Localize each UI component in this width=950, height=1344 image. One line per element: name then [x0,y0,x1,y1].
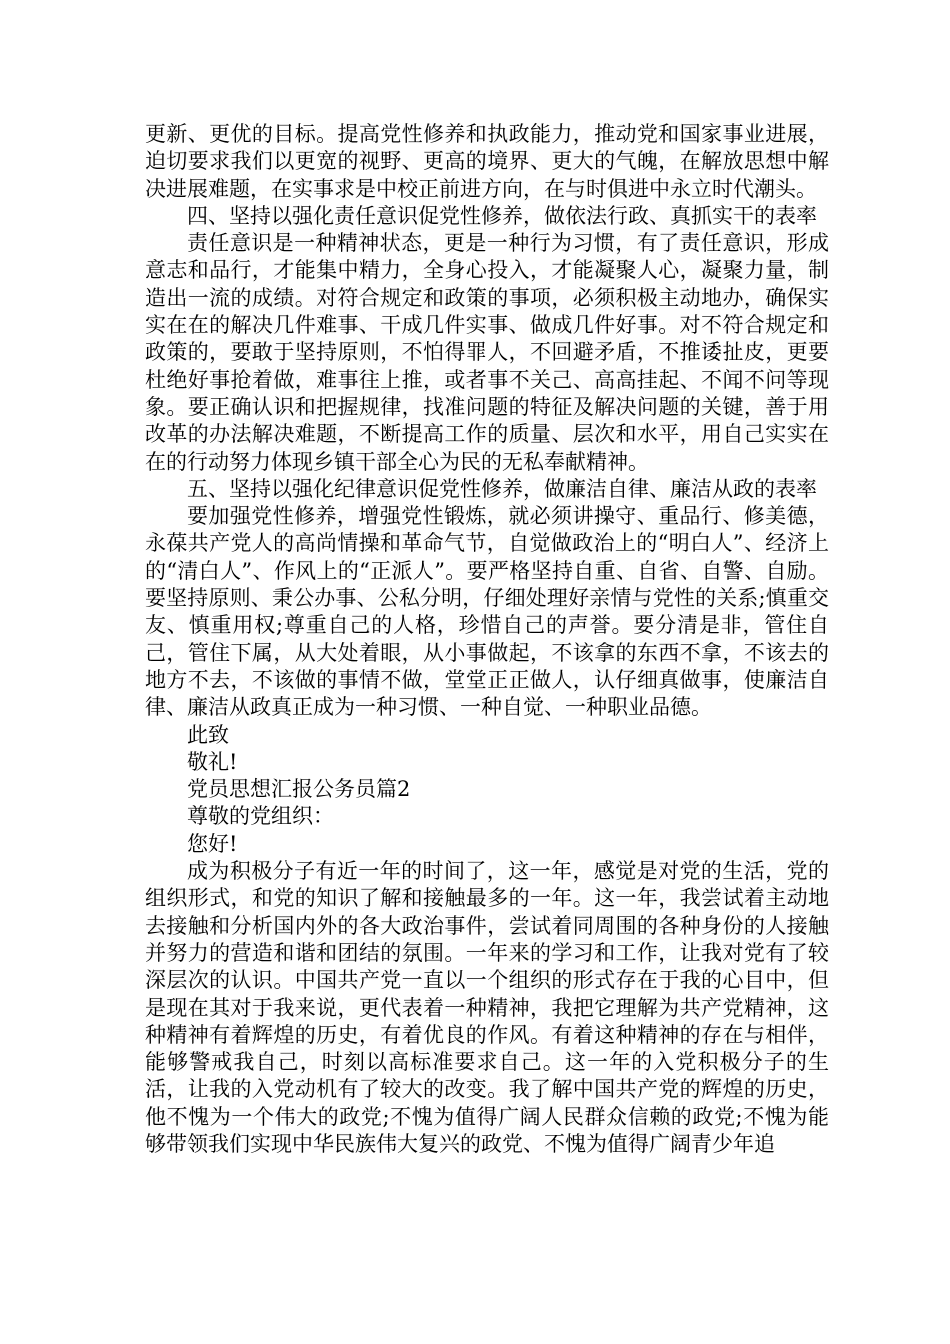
section-heading-four: 四、坚持以强化责任意识促党性修养，做依法行政、真抓实干的表率 [187,203,817,228]
greeting-recipient: 尊敬的党组织： [187,804,334,829]
paragraph-discipline: 要加强党性修养，增强党性锻炼，就必须讲操守、重品行、修美德，永葆共产党人的高尚情操和革命气节，自觉做政治上的“明白人”、经济上的“清白人”、作风上的“正派人”。要严格坚持自重、自省、自警、自励。要坚持原则、秉公办事、公私分明，仔细处理好亲情与党性的关系;慎重交友、慎重用权;尊重自己的人格，珍惜自己的声誉。要分清是非，管住自己，管住下属，从大处着眼，从小事做起，不该拿的东西不拿，不该去的地方不去，不该做的事情不做，堂堂正正做人，认仔细真做事，使廉洁自律、廉洁从政真正成为一种习惯、一种自觉、一种职业品德。 [145,504,829,720]
paragraph-report-body: 成为积极分子有近一年的时间了，这一年，感觉是对党的生活，党的组织形式，和党的知识了解和接触最多的一年。这一年，我尝试着主动地去接触和分析国内外的各大政治事件，尝试着同周围的各种身份的人接触并努力的营造和谐和团结的氛围。一年来的学习和工作，让我对党有了较深层次的认识。中国共产党一直以一个组织的形式存在于我的心目中，但是现在其对于我来说，更代表着一种精神，我把它理解为共产党精神，这种精神有着辉煌的历史，有着优良的作风。有着这种精神的存在与相伴，能够警戒我自己，时刻以高标准要求自己。这一年的入党积极分子的生活，让我的入党动机有了较大的改变。我了解中国共产党的辉煌的历史，他不愧为一个伟大的政党;不愧为值得广阔人民群众信赖的政党;不愧为能够带领我们实现中华民族伟大复兴的政党、不愧为值得广阔青少年追 [145,859,829,1156]
closing-salutation: 此致 [187,722,229,747]
closing-respect: 敬礼! [187,749,238,774]
document-body [145,121,829,1158]
paragraph-responsibility: 责任意识是一种精神状态，更是一种行为习惯，有了责任意识，形成意志和品行，才能集中精力，全身心投入，才能凝聚人心，凝聚力量，制造出一流的成绩。对符合规定和政策的事项，必须积极主动地办，确保实实在在的解决几件难事、干成几件实事、做成几件好事。对不符合规定和政策的，要敢于坚持原则，不怕得罪人，不回避矛盾，不推诿扯皮，更要杜绝好事抢着做，难事往上推，或者事不关己、高高挂起、不闻不问等现象。要正确认识和把握规律，找准问题的特征及解决问题的关键，善于用改革的办法解决难题，不断提高工作的质量、层次和水平，用自己实实在在的行动努力体现乡镇干部全心为民的无私奉献精神。 [145,231,829,474]
section-heading-five: 五、坚持以强化纪律意识促党性修养，做廉洁自律、廉洁从政的表率 [187,476,817,501]
greeting-hello: 您好! [187,831,238,856]
paragraph-continuation: 更新、更优的目标。提高党性修养和执政能力，推动党和国家事业进展，迫切要求我们以更宽的视野、更高的境界、更大的气魄，在解放思想中解决进展难题，在实事求是中校正前进方向，在与时俱进中永立时代潮头。 [145,122,829,201]
article-title: 党员思想汇报公务员篇2 [187,777,411,802]
